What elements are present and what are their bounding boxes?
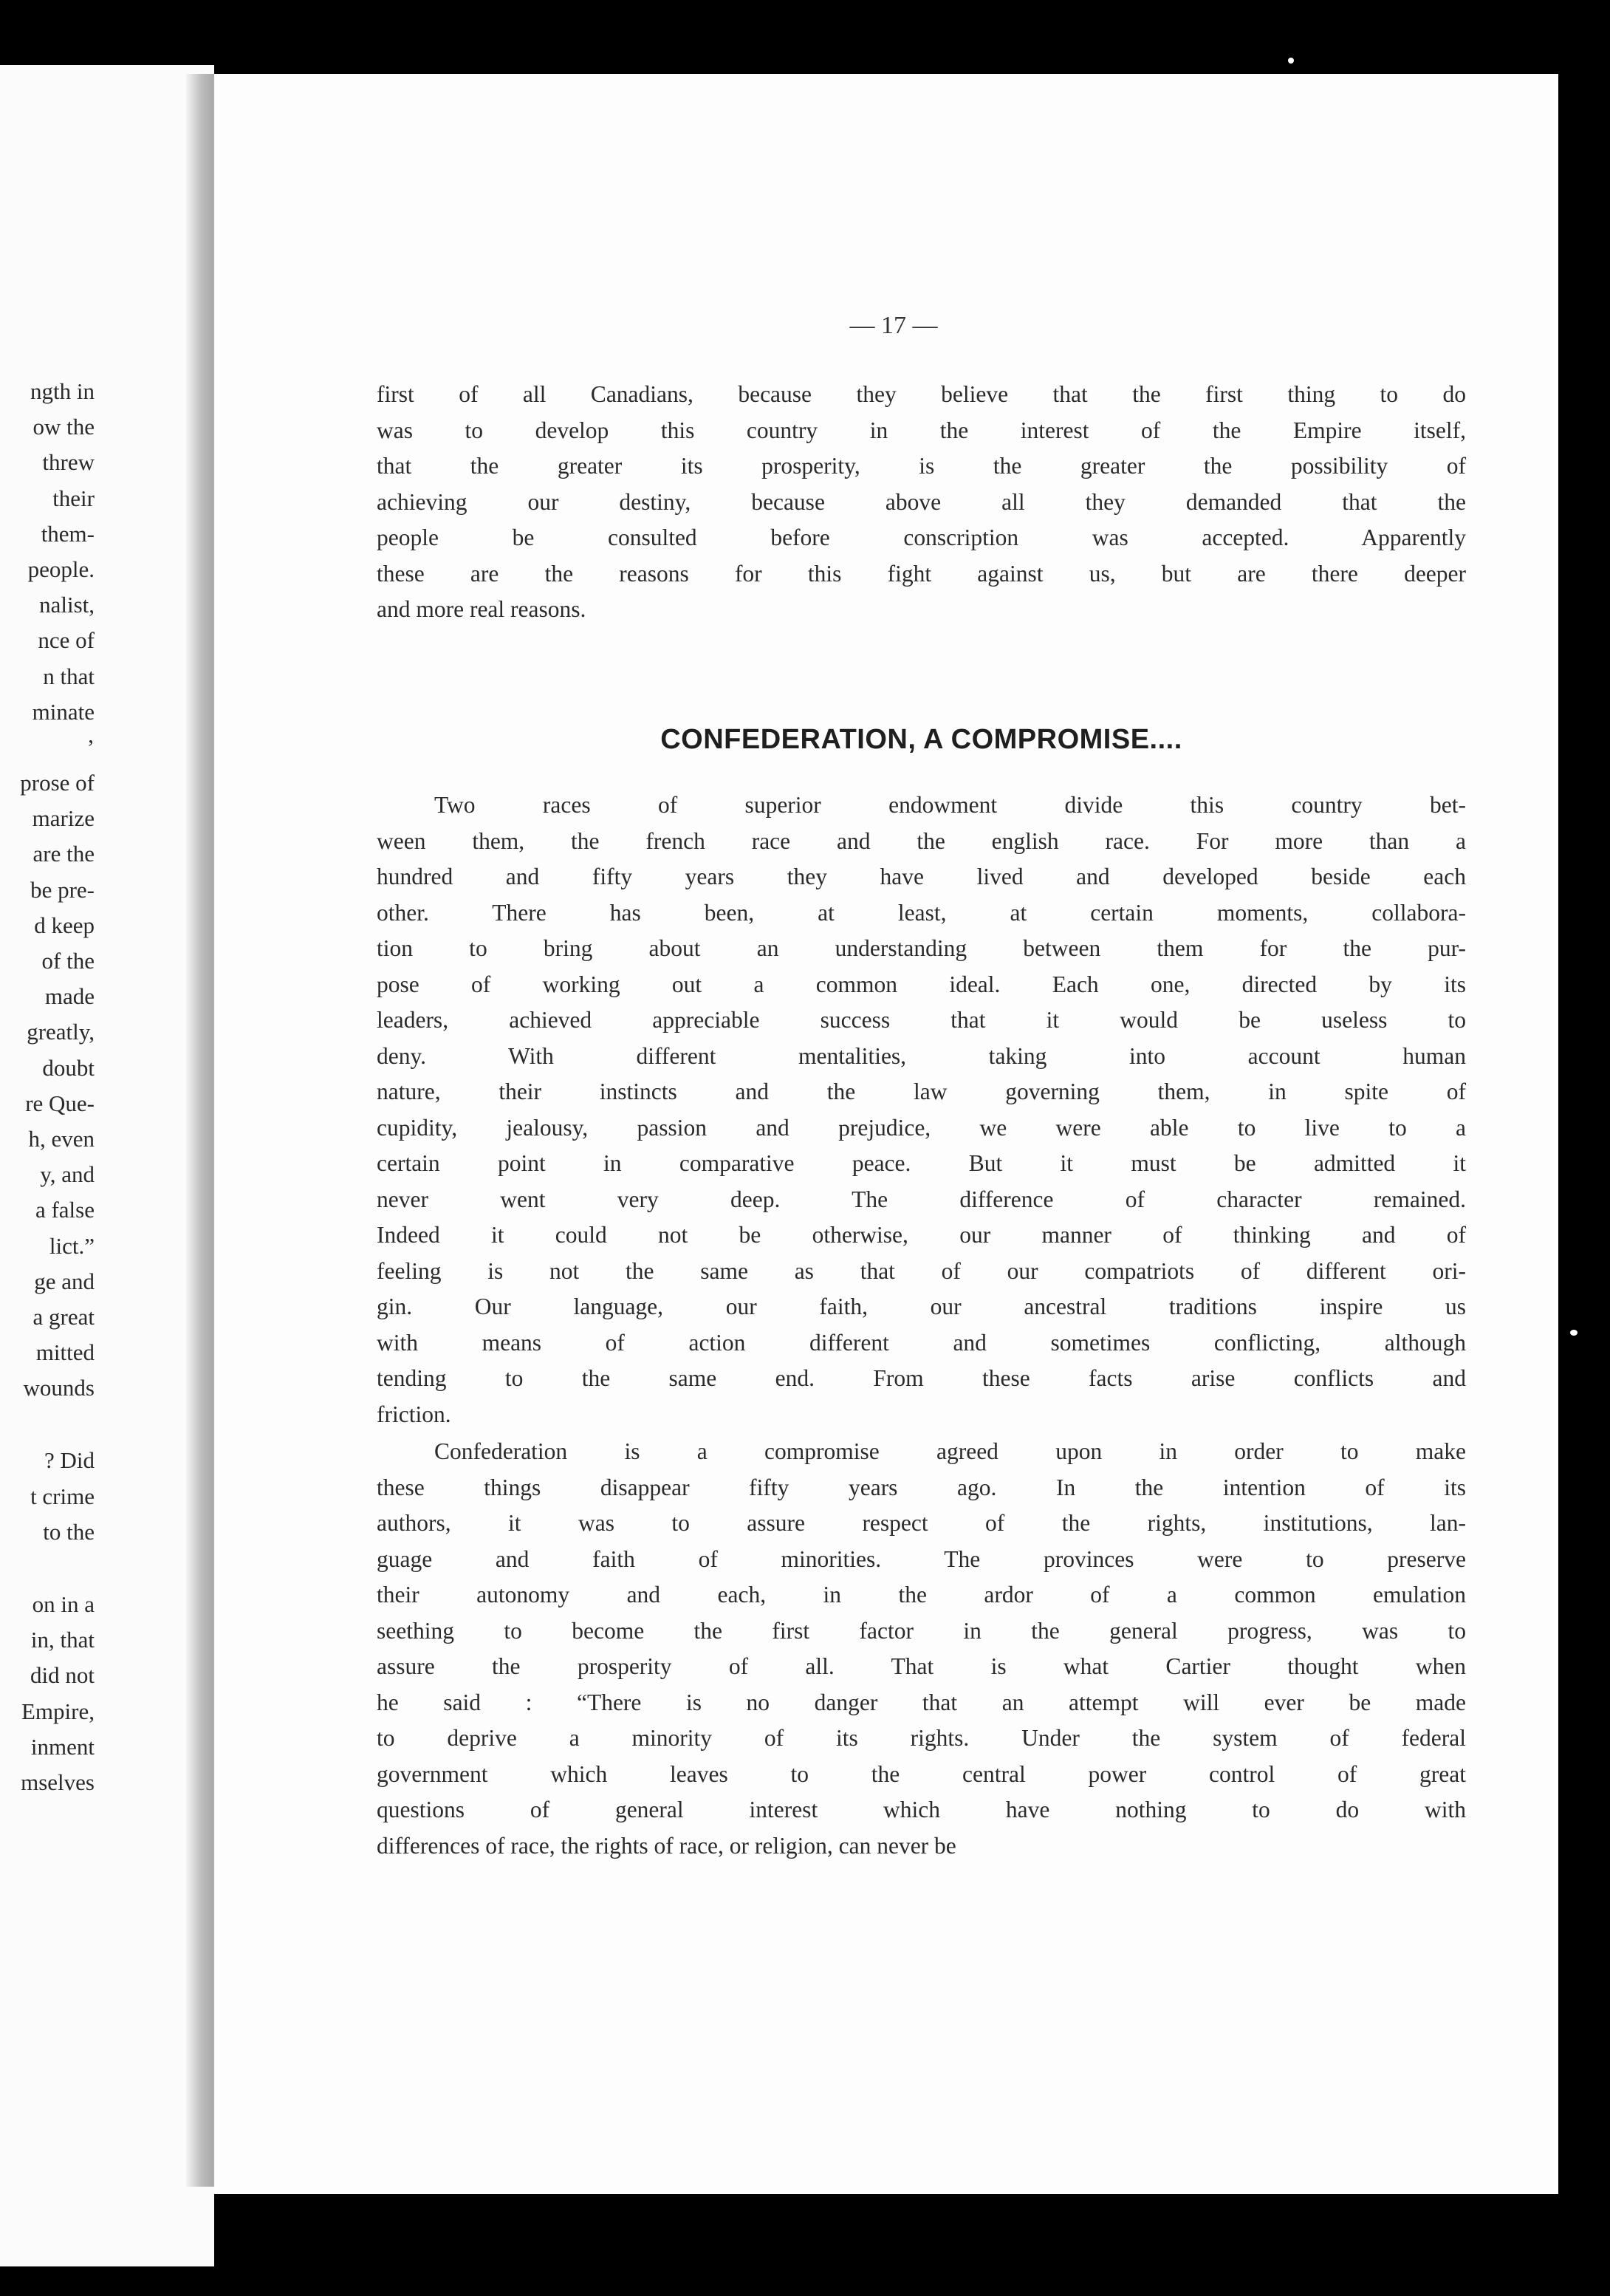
text-line: these things disappear fifty years ago. In the intention of its: [377, 1474, 1466, 1500]
previous-page: [0, 65, 214, 2266]
paragraph-2: [377, 1434, 1466, 1864]
text-line: authors, it was to assure respect of the rights, institutions, lan-: [377, 1510, 1466, 1536]
text-line: gin. Our language, our faith, our ancestral traditions inspire us: [377, 1294, 1466, 1319]
text-line: nature, their instincts and the law governing them, in spite of: [377, 1079, 1466, 1104]
text-line: friction.: [377, 1401, 451, 1427]
page: [214, 74, 1558, 2194]
previous-page-line: lict.”: [49, 1232, 95, 1259]
previous-page-line: h, even: [28, 1125, 95, 1152]
text-line: to deprive a minority of its rights. Under the system of federal: [377, 1725, 1466, 1751]
previous-page-line: minate: [32, 698, 95, 725]
paragraph-1: [377, 787, 1466, 1432]
text-line: questions of general interest which have nothing to do with: [377, 1797, 1466, 1822]
text-line: other. There has been, at least, at certain moments, collabora-: [377, 899, 1466, 926]
text-line: Confederation is a compromise agreed upon in order to make: [434, 1438, 1466, 1464]
previous-page-line: on in a: [32, 1591, 95, 1617]
text-line: Indeed it could not be otherwise, our manner of thinking and of: [377, 1222, 1466, 1248]
text-line: pose of working out a common ideal. Each one, directed by its: [377, 971, 1466, 997]
text-line: tion to bring about an understanding between them for the pur-: [377, 935, 1466, 961]
previous-page-line: wounds: [23, 1375, 95, 1401]
text-line: never went very deep. The difference of character remained.: [377, 1186, 1466, 1212]
text-line: that the greater its prosperity, is the greater the possibility of: [377, 453, 1466, 479]
text-line: achieving our destiny, because above all they demanded that the: [377, 488, 1466, 515]
text-line: feeling is not the same as that of our compatriots of different ori-: [377, 1257, 1466, 1284]
previous-page-line: to the: [43, 1518, 95, 1545]
text-line: cupidity, jealousy, passion and prejudice, we were able to live to a: [377, 1114, 1466, 1141]
text-line: and more real reasons.: [377, 596, 586, 622]
text-line: guage and faith of minorities. The provinces were to preserve: [377, 1545, 1466, 1572]
previous-page-line: inment: [30, 1733, 95, 1760]
previous-page-line: Empire,: [21, 1698, 95, 1724]
previous-page-line: greatly,: [27, 1019, 95, 1045]
text-line: deny. With different mentalities, taking into account human: [377, 1042, 1466, 1069]
previous-page-line: mitted: [35, 1339, 95, 1366]
text-line: leaders, achieved appreciable success that it would be useless to: [377, 1007, 1466, 1033]
previous-page-line: a great: [32, 1303, 95, 1330]
previous-page-line: made: [44, 983, 95, 1010]
previous-page-line: nalist,: [39, 592, 95, 618]
previous-page-line: nce of: [38, 627, 95, 654]
previous-page-line: marize: [32, 805, 95, 832]
body-text: [377, 787, 1466, 1864]
text-line: with means of action different and sometimes conflicting, although: [377, 1329, 1466, 1356]
previous-page-line: people.: [27, 556, 95, 582]
previous-page-line: ? Did: [44, 1447, 95, 1474]
page-number: — 17 —: [849, 312, 938, 339]
previous-page-line: a false: [35, 1197, 95, 1223]
previous-page-line: [0, 1550, 95, 1587]
text-line: differences of race, the rights of race, or religion, can never be: [377, 1832, 956, 1859]
previous-page-line: threw: [42, 449, 95, 476]
scan-speck: [1570, 1330, 1578, 1336]
scan-speck: [1288, 58, 1294, 64]
previous-page-line: in, that: [30, 1627, 95, 1653]
previous-page-line: n that: [43, 663, 95, 689]
text-line: Two races of superior endowment divide this country bet-: [434, 792, 1466, 818]
text-line: assure the prosperity of all. That is what Cartier thought when: [377, 1653, 1466, 1679]
previous-page-line: ngth in: [30, 378, 95, 404]
previous-page-text: [0, 374, 95, 1800]
previous-page-line: re Que-: [25, 1090, 95, 1116]
previous-page-line: ’: [86, 734, 95, 760]
previous-page-line: be pre-: [30, 876, 95, 903]
previous-page-line: t crime: [30, 1483, 95, 1509]
text-line: tending to the same end. From these facts arise conflicts and: [377, 1365, 1466, 1391]
text-line: these are the reasons for this fight against us, but are there deeper: [377, 560, 1466, 587]
previous-page-line: their: [52, 485, 95, 511]
text-line: hundred and fifty years they have lived and developed beside each: [377, 864, 1466, 889]
text-line: he said : “There is no danger that an attempt will ever be made: [377, 1689, 1466, 1715]
text-line: was to develop this country in the interest of the Empire itself,: [377, 417, 1466, 443]
previous-page-line: mselves: [21, 1769, 95, 1795]
previous-page-line: prose of: [20, 770, 95, 796]
previous-page-line: d keep: [34, 912, 95, 938]
text-line: people be consulted before conscription was accepted. Apparently: [377, 525, 1466, 550]
previous-page-line: them-: [41, 520, 95, 547]
previous-page-line: y, and: [40, 1161, 95, 1188]
previous-page-line: of the: [41, 948, 95, 974]
previous-page-line: [0, 1406, 95, 1443]
section-heading: CONFEDERATION, A COMPROMISE....: [660, 724, 1182, 755]
previous-page-line: did not: [30, 1662, 95, 1689]
text-line: certain point in comparative peace. But it must be admitted it: [377, 1150, 1466, 1176]
intro-paragraph: [377, 377, 1466, 628]
previous-page-line: ow the: [32, 414, 95, 440]
text-line: first of all Canadians, because they believe that the first thing to do: [377, 381, 1466, 407]
previous-page-line: ge and: [34, 1268, 95, 1294]
previous-page-line: doubt: [42, 1054, 95, 1081]
text-line: government which leaves to the central power control of great: [377, 1760, 1466, 1787]
previous-page-line: are the: [32, 841, 95, 867]
text-line: seething to become the first factor in the general progress, was to: [377, 1617, 1466, 1644]
text-line: their autonomy and each, in the ardor of a common emulation: [377, 1582, 1466, 1607]
text-line: ween them, the french race and the english race. For more than a: [377, 827, 1466, 854]
